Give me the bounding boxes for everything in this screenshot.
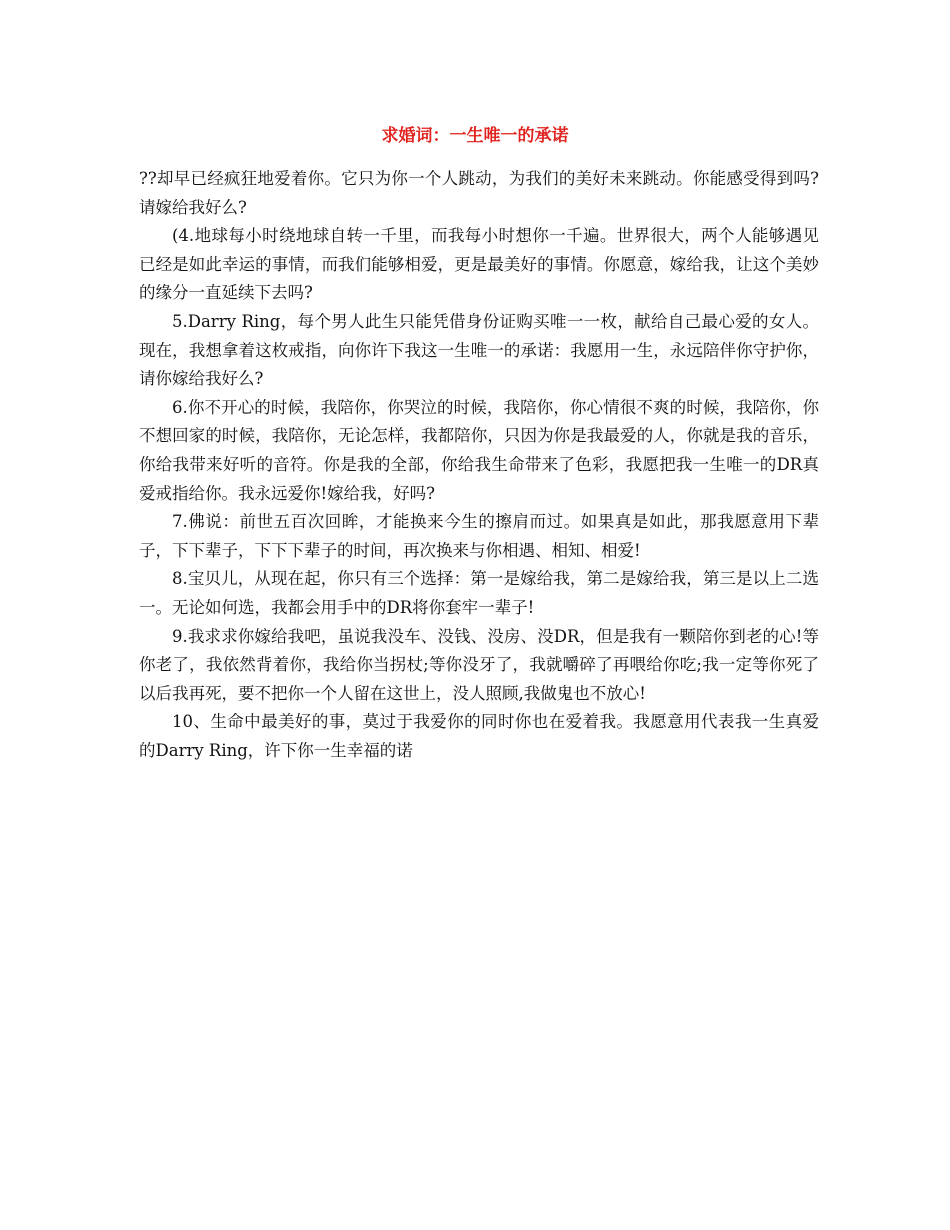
paragraph-8: 10、生命中最美好的事，莫过于我爱你的同时你也在爱着我。我愿意用代表我一生真爱的Darry Ring，许下你一生幸福的诺 xyxy=(139,712,819,760)
page-title: 求婚词：一生唯一的承诺 xyxy=(381,126,569,146)
paragraph-2: (4.地球每小时绕地球自转一千里，而我每小时想你一千遍。世界很大，两个人能够遇见已经是如此幸运的事情，而我们能够相爱，更是最美好的事情。你愿意，嫁给我，让这个美妙的缘分一直延续下去吗? xyxy=(139,226,819,303)
paragraph-3: 5.Darry Ring，每个男人此生只能凭借身份证购买唯一一枚，献给自己最心爱的女人。现在，我想拿着这枚戒指，向你许下我这一生唯一的承诺：我愿用一生，永远陪伴你守护你，请你嫁给我好么? xyxy=(139,311,819,389)
paragraph-7: 9.我求求你嫁给我吧，虽说我没车、没钱、没房、没DR，但是我有一颗陪你到老的心!等你老了，我依然背着你，我给你当拐杖;等你没牙了，我就嚼碎了再喂给你吃;我一定等你死了以后我再死，要不把你一个人留在这世上，没人照顾,我做鬼也不放心! xyxy=(139,626,819,703)
paragraph-4: 6.你不开心的时候，我陪你，你哭泣的时候，我陪你，你心情很不爽的时候，我陪你，你不想回家的时候，我陪你，无论怎样，我都陪你，只因为你是我最爱的人，你就是我的音乐，你给我带来好听的音符。你是我的全部，你给我生命带来了色彩，我愿把我一生唯一的DR真爱戒指给你。我永远爱你!嫁给我，好吗? xyxy=(139,397,819,503)
document-body xyxy=(139,165,819,765)
paragraph-5: 7.佛说：前世五百次回眸，才能换来今生的擦肩而过。如果真是如此，那我愿意用下辈子，下下辈子，下下下辈子的时间，再次换来与你相遇、相知、相爱! xyxy=(139,512,819,560)
paragraph-6: 8.宝贝儿，从现在起，你只有三个选择：第一是嫁给我，第二是嫁给我，第三是以上二选一。无论如何选，我都会用手中的DR将你套牢一辈子! xyxy=(139,569,819,617)
paragraph-1: ??却早已经疯狂地爱着你。它只为你一个人跳动，为我们的美好未来跳动。你能感受得到吗?请嫁给我好么? xyxy=(139,169,819,217)
